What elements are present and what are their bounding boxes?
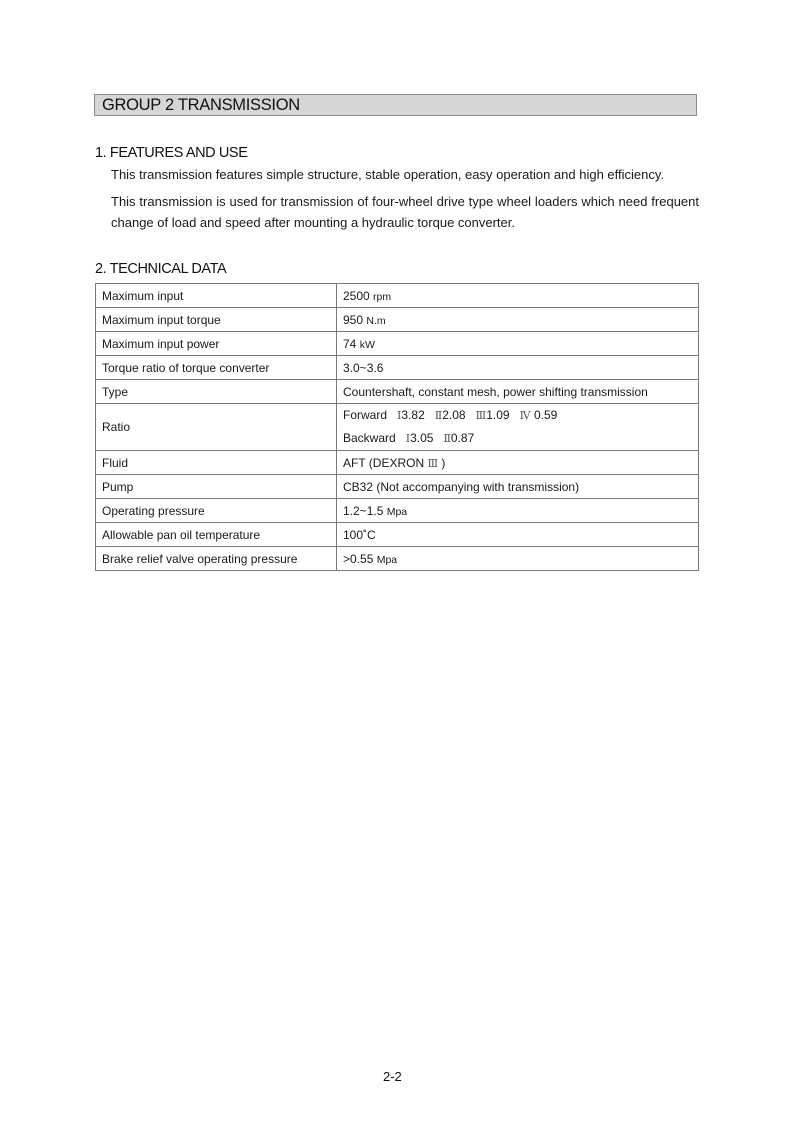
gear-ratio: 1.09 [486, 408, 510, 422]
gear-ratio: 0.87 [450, 431, 475, 445]
row-value [337, 284, 699, 308]
gear-numeral: Ⅲ [475, 409, 487, 422]
value-unit: rpm [373, 290, 392, 303]
table-row [96, 499, 699, 523]
table-row [96, 332, 699, 356]
table-row-ratio [96, 404, 699, 451]
row-value: CB32 (Not accompanying with transmission) [337, 475, 699, 499]
value-number: 2500 [343, 288, 370, 303]
gear-ratio: 2.08 [442, 408, 466, 422]
row-label: Allowable pan oil temperature [96, 523, 337, 547]
table-row [96, 356, 699, 380]
gear-numeral: Ⅱ [434, 409, 443, 422]
technical-data-table [95, 283, 699, 571]
value-number: 74 [343, 336, 357, 351]
gear-numeral: Ⅳ [519, 409, 531, 422]
table-row [96, 284, 699, 308]
ratio-forward [343, 404, 692, 427]
table-row [96, 547, 699, 571]
row-value [337, 547, 699, 571]
fluid-numeral: Ⅲ [427, 456, 439, 470]
row-value [337, 308, 699, 332]
page-number: 2-2 [383, 1069, 402, 1084]
row-value-ratio [337, 404, 699, 451]
gear-ratio: 3.05 [410, 431, 434, 445]
ratio-backward [343, 427, 692, 450]
row-label: Torque ratio of torque converter [96, 356, 337, 380]
features-paragraph-1: This transmission features simple structure, stable operation, easy operation and high efficiency. [111, 167, 665, 182]
value-number: >0.55 [343, 551, 374, 566]
row-label: Pump [96, 475, 337, 499]
row-value [337, 499, 699, 523]
value-unit: Mpa [386, 505, 408, 518]
fluid-name: AFT (DEXRON [343, 455, 425, 470]
row-value: 3.0~3.6 [337, 356, 699, 380]
row-label: Maximum input torque [96, 308, 337, 332]
gear-numeral: Ⅱ [443, 432, 451, 445]
value-number: 1.2~1.5 [343, 503, 384, 518]
value-number: 950 [343, 312, 364, 327]
value-unit: N.m [366, 314, 386, 327]
row-label: Maximum input power [96, 332, 337, 356]
group-title: GROUP 2 TRANSMISSION [102, 96, 300, 114]
row-value: 100˚C [337, 523, 699, 547]
row-label: Maximum input [96, 284, 337, 308]
row-value: Countershaft, constant mesh, power shifting transmission [337, 380, 699, 404]
ratio-backward-label: Backward [343, 431, 396, 445]
fluid-close: ) [441, 455, 446, 470]
group-header [94, 94, 697, 116]
gear-ratio: 3.82 [401, 408, 425, 422]
gear-ratio: 0.59 [533, 408, 558, 422]
row-label: Brake relief valve operating pressure [96, 547, 337, 571]
row-value [337, 332, 699, 356]
value-unit: Mpa [376, 553, 398, 566]
row-label: Ratio [96, 404, 337, 451]
gear-numeral: Ⅰ [397, 409, 402, 422]
row-label: Operating pressure [96, 499, 337, 523]
gear-numeral: Ⅰ [405, 432, 411, 445]
section-title-features: 1. FEATURES AND USE [95, 145, 248, 161]
table-row [96, 380, 699, 404]
value-unit: kW [359, 338, 375, 351]
ratio-forward-label: Forward [343, 408, 388, 422]
row-value [337, 451, 699, 475]
row-label: Fluid [96, 451, 337, 475]
table-row [96, 451, 699, 475]
table-row [96, 308, 699, 332]
table-row [96, 475, 699, 499]
table-row [96, 523, 699, 547]
features-paragraph-2: This transmission is used for transmission of four-wheel drive type wheel loaders which need frequent change of load and speed after mounting a hydraulic torque converter. [111, 194, 699, 230]
row-label: Type [96, 380, 337, 404]
section-title-technical-data: 2. TECHNICAL DATA [95, 261, 227, 277]
